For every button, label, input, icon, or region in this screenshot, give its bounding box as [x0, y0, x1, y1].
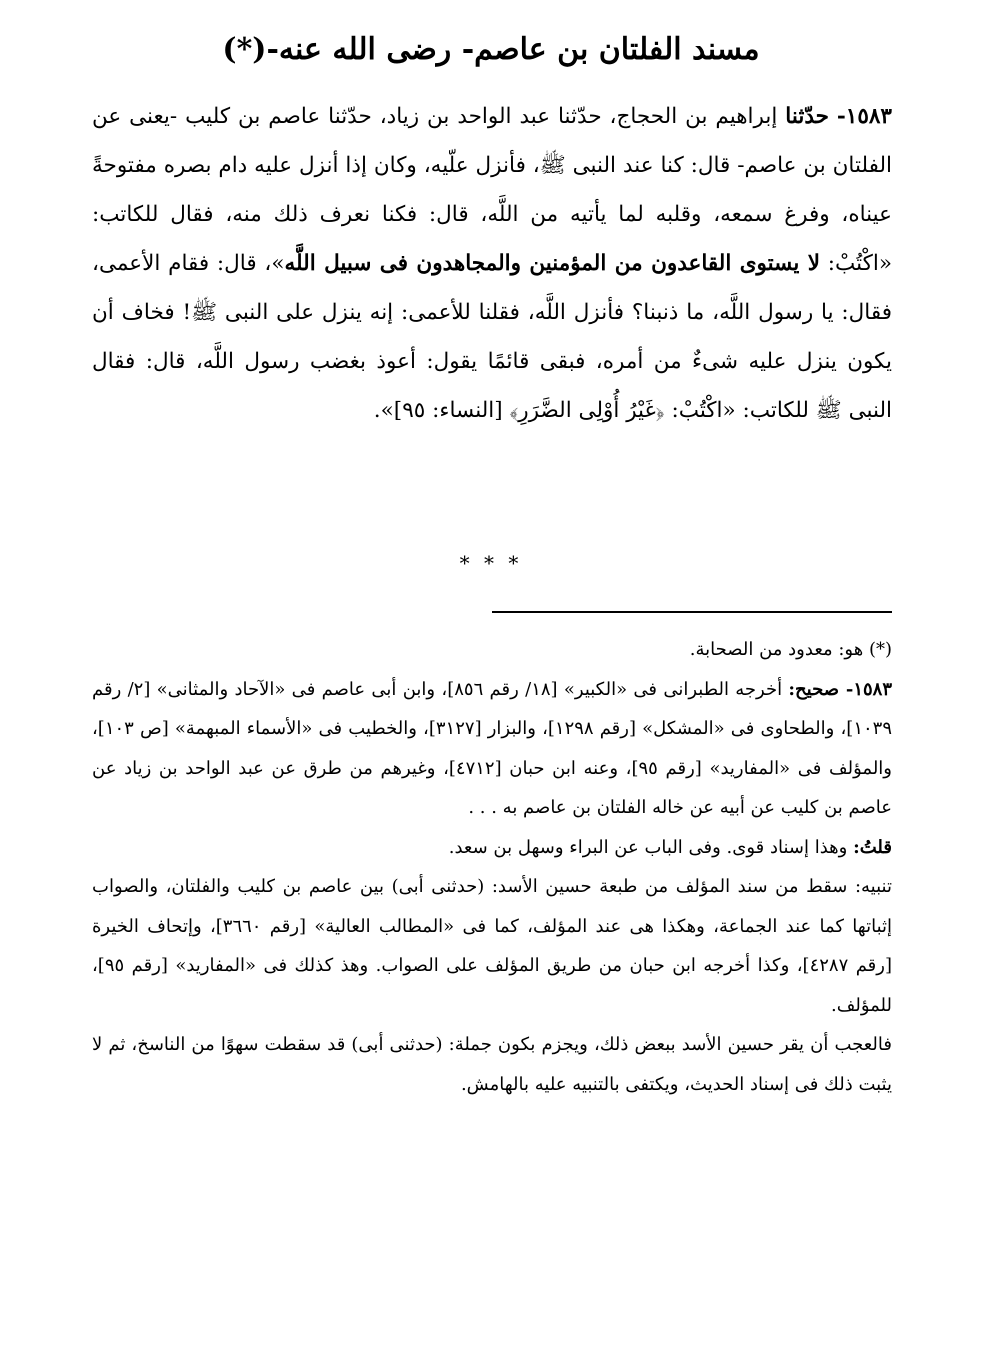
footnote-tanbih: [92, 867, 892, 1025]
page-title: مسند الفلتان بن عاصم- رضى الله عنه-(*): [222, 32, 760, 67]
footnote-rule: [492, 611, 892, 613]
hadith-paragraph: [92, 92, 892, 435]
footnote-qultu: [92, 828, 892, 868]
section-separator: * * *: [459, 551, 523, 575]
hadith-text-part1: إبراهيم بن الحجاج، حدّثنا عبد الواحد بن زياد، حدّثنا عاصم بن كليب -يعنى عن الفلتان بن عاصم- قال: كنا عند النبى ﷺ، فأنزل علّيه، وكان إذا أنزل عليه دام بصره مفتوحةً عيناه، وفرغ سمعه، وقلبه لما يأتيه من اللَّه، قال: فكنا نعرف ذلك منه، فقال للكاتب: «اكْتُبْ:: [92, 104, 892, 276]
hadith-number: ١٥٨٣-: [836, 104, 892, 129]
tanbih-text: سقط من سند المؤلف من طبعة حسين الأسد: (حدثنى أبى) بين عاصم بن كليب والفلتان، والصواب إثباتها كما عند الجماعة، وهكذا هى عند المؤلف، كما فى «المطالب العالية» [رقم ٣٦٦٠]، وإتحاف الخيرة [رقم ٤٢٨٧]، وكذا أخرجه ابن حبان من طريق المؤلف على الصواب. وهذ كذلك فى «المفاريد» [رقم ٩٥]، للمؤلف.: [92, 876, 893, 1016]
takhrij-text: أخرجه الطبرانى فى «الكبير» [١٨/ رقم ٨٥٦]، وابن أبى عاصم فى «الآحاد والمثانى» [٢/ رقم ١٠٣٩]، والطحاوى فى «المشكل» [رقم ١٢٩٨]، والبزار [٣١٢٧]، والخطيب فى «الأسماء المبهمة» [ص ١٠٣]، والمؤلف فى «المفاريد» [رقم ٩٥]، وعنه ابن حبان [٤٧١٢]، وغيرهم من طرق عن عبد الواحد بن زياد عن عاصم بن كليب عن أبيه عن خاله الفلتان بن عاصم به . . .: [92, 678, 892, 818]
hadith-verse: لا يستوى القاعدون من المؤمنين والمجاهدون فى سبيل اللَّه: [284, 251, 821, 276]
hadith-text: [92, 92, 892, 435]
qultu-text: وهذا إسناد قوى. وفى الباب عن البراء وسهل بن سعد.: [448, 836, 848, 858]
footnote-takhrij: [92, 670, 892, 828]
tanbih-label: تنبيه:: [854, 876, 892, 897]
hadith-intro: حدّثنا: [785, 104, 829, 129]
footnotes: [92, 630, 892, 1104]
qultu-label: قلتُ:: [853, 836, 892, 858]
hadith-text-part2: »، قال: فقام الأعمى، فقال: يا رسول اللَّه، ما ذنبنا؟ فأنزل اللَّه، فقلنا للأعمى: إنه ينزل على النبى ﷺ! فخاف أن يكون ينزل عليه شىءٌ من أمره، فبقى قائمًا يقول: أعوذ بغضب رسول اللَّه، قال: فقال النبى ﷺ للكاتب: «اكْتُبْ: ﴿غَيْرُ أُوْلِى الضَّرَرِ﴾ [النساء: ٩٥]».: [92, 251, 892, 423]
footnote-star: (*) هو: معدود من الصحابة.: [689, 639, 892, 660]
footnote-final: فالعجب أن يقر حسين الأسد ببعض ذلك، ويجزم بكون جملة: (حدثنى أبى) قد سقطت سهوًا من الناسخ، ثم لا يثبت ذلك فى إسناد الحديث، ويكتفى بالتنبيه عليه بالهامش.: [92, 1034, 892, 1095]
takhrij-label: ١٥٨٣- صحيح:: [788, 678, 892, 700]
